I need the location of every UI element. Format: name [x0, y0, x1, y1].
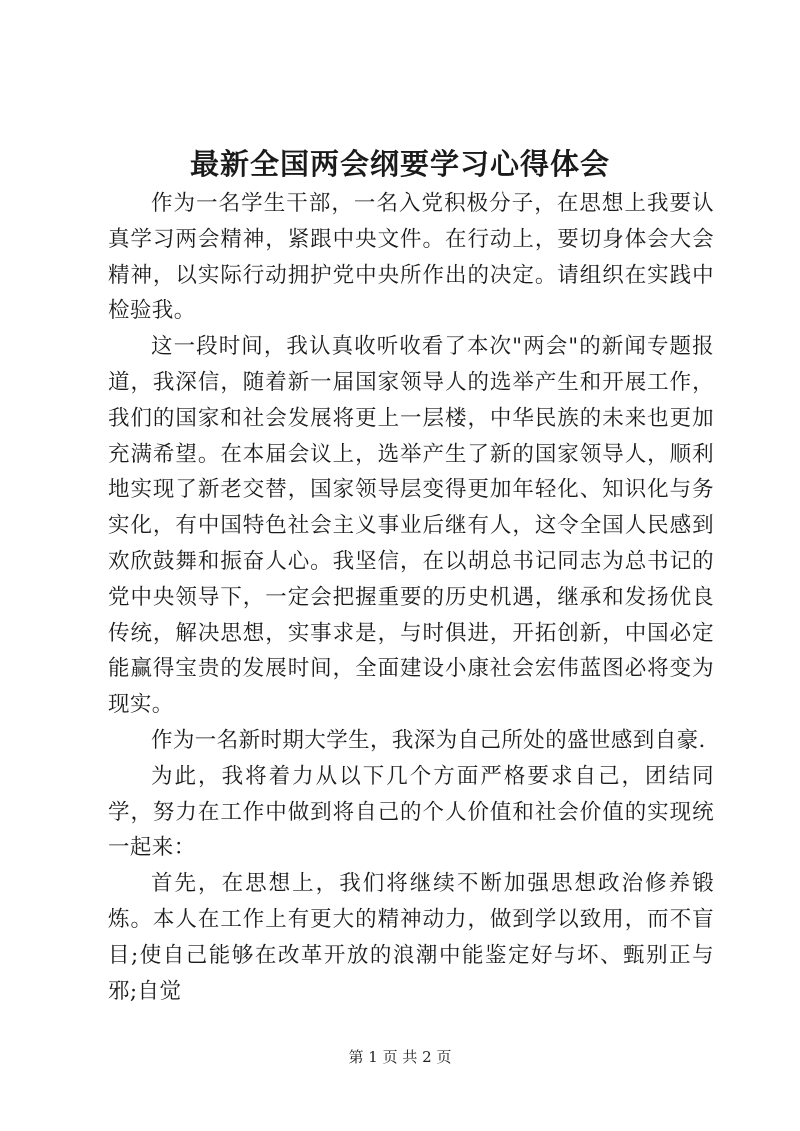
- paragraph-5: 首先，在思想上，我们将继续不断加强思想政治修养锻炼。本人在工作上有更大的精神动力，做到学以致用，而不盲目;使自己能够在改革开放的浪潮中能鉴定好与坏、甄别正与邪;自觉: [108, 871, 714, 1004]
- paragraph-4: 为此，我将着力从以下几个方面严格要求自己，团结同学，努力在工作中做到将自己的个人价值和社会价值的实现统一起来：: [108, 763, 714, 861]
- paragraph-2: 这一段时间，我认真收听收看了本次"两会"的新闻专题报道，我深信，随着新一届国家领导人的选举产生和开展工作，我们的国家和社会发展将更上一层楼，中华民族的未来也更加充满希望。在本届会议上，选举产生了新的国家领导人，顺利地实现了新老交替，国家领导层变得更加年轻化、知识化与务实化，有中国特色社会主义事业后继有人，这令全国人民感到欢欣鼓舞和振奋人心。我坚信，在以胡总书记同志为总书记的党中央领导下，一定会把握重要的历史机遇，继承和发扬优良传统，解决思想，实事求是，与时俱进，开拓创新，中国必定能赢得宝贵的发展时间，全面建设小康社会宏伟蓝图必将变为现实。: [108, 334, 714, 718]
- document-body: [108, 186, 714, 1009]
- paragraph-1: 作为一名学生干部，一名入党积极分子，在思想上我要认真学习两会精神，紧跟中央文件。在行动上，要切身体会大会精神，以实际行动拥护党中央所作出的决定。请组织在实践中检验我。: [108, 191, 714, 324]
- paragraph-3: 作为一名新时期大学生，我深为自己所处的盛世感到自豪.: [151, 727, 706, 753]
- page-footer: 第 1 页 共 2 页: [348, 1048, 452, 1066]
- document-title: 最新全国两会纲要学习心得体会: [189, 147, 610, 181]
